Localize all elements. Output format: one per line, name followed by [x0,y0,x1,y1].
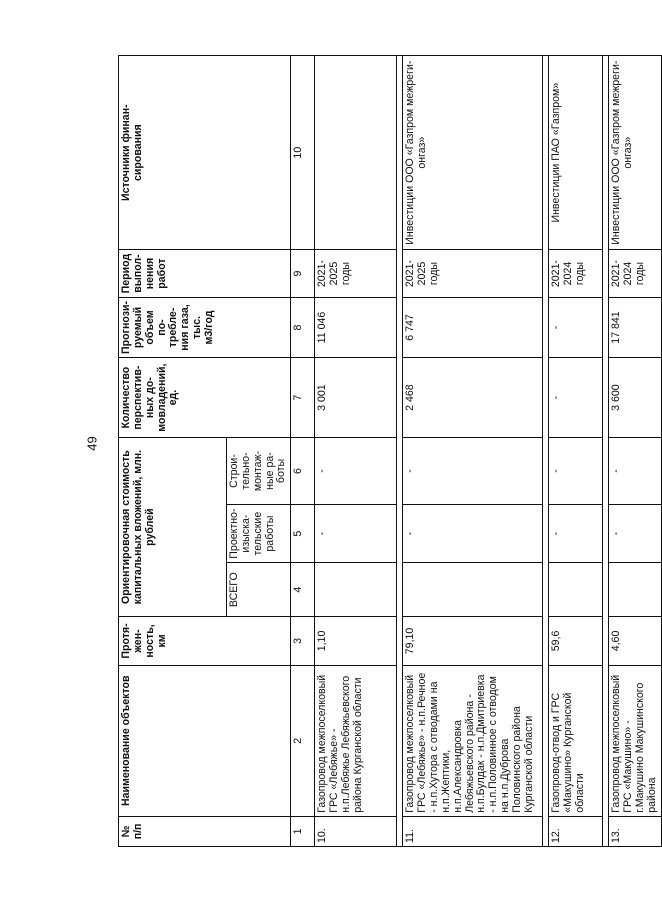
header-cost-group: Ориентировочная стоимость капитальных вложений, млн. рублей [119,438,227,617]
column-number: 8 [291,297,315,357]
header-gas-volume: Прогнози- руемый объем по- требле- ния газа, тыс. м3/год [119,297,291,357]
row-gas-volume: 11 046 [315,297,397,357]
row-households: - [549,358,603,438]
column-number: 5 [291,504,315,562]
row-cost-total [549,563,603,617]
column-number: 4 [291,563,315,617]
row-period: 2021- 2025 годы [315,250,397,297]
row-funding-source: Инвестиции ПАО «Газпром» [549,56,603,250]
row-gas-volume: 17 841 [609,297,661,357]
header-cost-total: ВСЕГО [227,563,291,617]
header-funding-source: Источники финан- сирования [119,56,291,250]
row-gas-volume: 6 747 [403,297,543,357]
row-cost-design: - [609,504,661,562]
row-cost-design: - [403,504,543,562]
row-length: 1,10 [315,617,397,666]
column-number: 7 [291,358,315,438]
row-households: 3 001 [315,358,397,438]
column-number-row [291,56,315,847]
header-cost-design: Проектно- изыска- тельские работы [227,504,291,562]
page-number: 49 [84,436,100,451]
table-row [403,56,543,847]
rotated-table-container [118,55,658,847]
row-cost-construction: - [609,438,661,505]
row-funding-source [315,56,397,250]
row-number: 10. [315,816,397,846]
row-length: 59,6 [549,617,603,666]
row-funding-source: Инвестиции ООО «Газпром межреги- онгаз» [403,56,543,250]
row-cost-total [609,563,661,617]
table-row [315,56,397,847]
table-row [609,56,661,847]
row-object-name: Газопровод межпоселковый ГРС «Лебяжье» - н.п.Речное - н.п.Хутора с отводами на н.п.Жептики, н.п.Александровка Лебяжьевского района - н.п.Булдак - н.п.Дмитриевка - н.п.Половинное с отводом на н.п.Дуброва Половинского района Курганской области [403,665,543,816]
row-households: 2 468 [403,358,543,438]
column-number: 9 [291,250,315,297]
row-number: 11. [403,816,543,846]
row-cost-construction: - [403,438,543,505]
row-period: 2021- 2025 годы [403,250,543,297]
row-cost-design: - [315,504,397,562]
column-number: 6 [291,438,315,505]
row-length: 4,60 [609,617,661,666]
header-households: Количество перспектив- ных до- мовладений, ед. [119,358,291,438]
row-number: 13. [609,816,661,846]
row-cost-design: - [549,504,603,562]
row-funding-source: Инвестиции ООО «Газпром межреги- онгаз» [609,56,661,250]
row-object-name: Газопровод-отвод и ГРС «Макушино» Курганской области [549,665,603,816]
header-cost-construction: Строи- тельно- монтаж- ные ра- боты [227,438,291,505]
row-cost-construction: - [315,438,397,505]
header-object-name: Наименование объектов [119,665,291,816]
row-cost-total [403,563,543,617]
row-period: 2021- 2024 годы [609,250,661,297]
header-row [119,56,227,847]
row-object-name: Газопровод межпоселковый ГРС «Лебяжье» - н.п.Лебяжье Лебяжьевского района Курганской области [315,665,397,816]
column-number: 10 [291,56,315,250]
header-length: Протя- жен- ность, км [119,617,291,666]
row-households: 3 600 [609,358,661,438]
row-gas-volume: - [549,297,603,357]
row-cost-total [315,563,397,617]
row-length: 79,10 [403,617,543,666]
row-object-name: Газопровод межпоселковый ГРС «Макушино» - г.Макушино Макушинского района [609,665,661,816]
table-row [549,56,603,847]
header-period: Период выпол- нения работ [119,250,291,297]
column-number: 1 [291,816,315,846]
row-cost-construction: - [549,438,603,505]
header-number: № п/п [119,816,291,846]
column-number: 2 [291,665,315,816]
column-number: 3 [291,617,315,666]
row-number: 12. [549,816,603,846]
row-period: 2021- 2024 годы [549,250,603,297]
investment-table [118,55,662,847]
